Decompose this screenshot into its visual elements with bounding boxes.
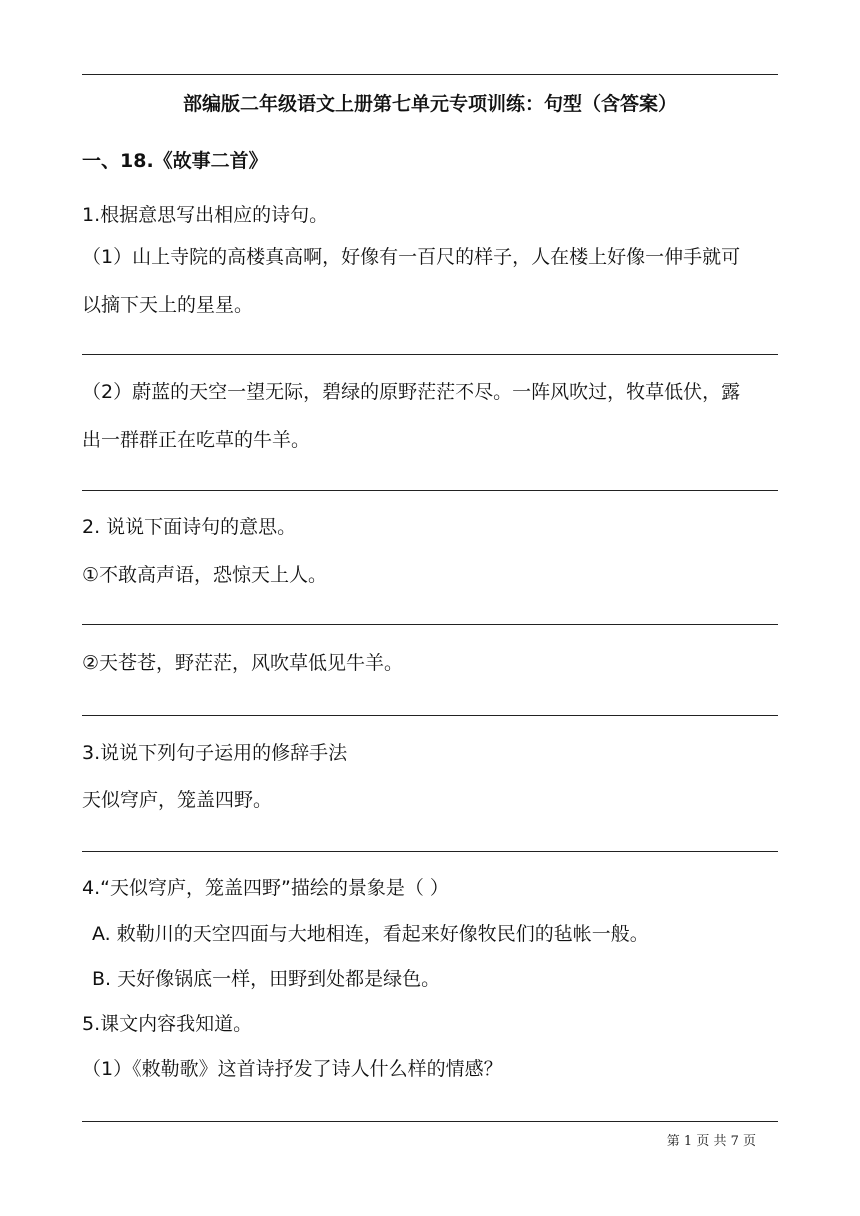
answer-line [82,715,778,716]
question-2: 2. 说说下面诗句的意思。 [82,516,297,538]
section-heading: 一、18.《故事二首》 [82,150,268,172]
question-5-part-1: （1）《敕勒歌》这首诗抒发了诗人什么样的情感？ [82,1058,503,1080]
question-4: 4.“天似穹庐，笼盖四野”描绘的景象是（ ） [82,877,449,899]
question-4-option-a: A. 敕勒川的天空四面与大地相连，看起来好像牧民们的毡帐一般。 [92,923,649,945]
question-1-part-1-line-1: （1）山上寺院的高楼真高啊，好像有一百尺的样子，人在楼上好像一伸手就可 [82,246,741,268]
document-title: 部编版二年级语文上册第七单元专项训练：句型（含答案） [182,93,677,115]
answer-line [82,490,778,491]
question-1: 1.根据意思写出相应的诗句。 [82,204,329,226]
question-4-option-b: B. 天好像锅底一样，田野到处都是绿色。 [92,968,441,990]
answer-line [82,624,778,625]
question-5: 5.课文内容我知道。 [82,1013,253,1035]
header-rule [82,74,778,75]
question-1-part-2-line-2: 出一群群正在吃草的牛羊。 [82,429,311,451]
question-3-sentence: 天似穹庐，笼盖四野。 [82,789,273,811]
question-2-item-2: ②天苍苍，野茫茫，风吹草低见牛羊。 [82,652,404,674]
answer-line [82,851,778,852]
answer-line [82,354,778,355]
question-1-part-1-line-2: 以摘下天上的星星。 [82,294,254,316]
question-3: 3.说说下列句子运用的修辞手法 [82,742,348,764]
question-2-item-1: ①不敢高声语，恐惊天上人。 [82,564,328,586]
page-number-footer: 第 1 页 共 7 页 [666,1134,756,1149]
question-1-part-2-line-1: （2）蔚蓝的天空一望无际，碧绿的原野茫茫不尽。一阵风吹过，牧草低伏，露 [82,381,741,403]
answer-line [82,1121,778,1122]
